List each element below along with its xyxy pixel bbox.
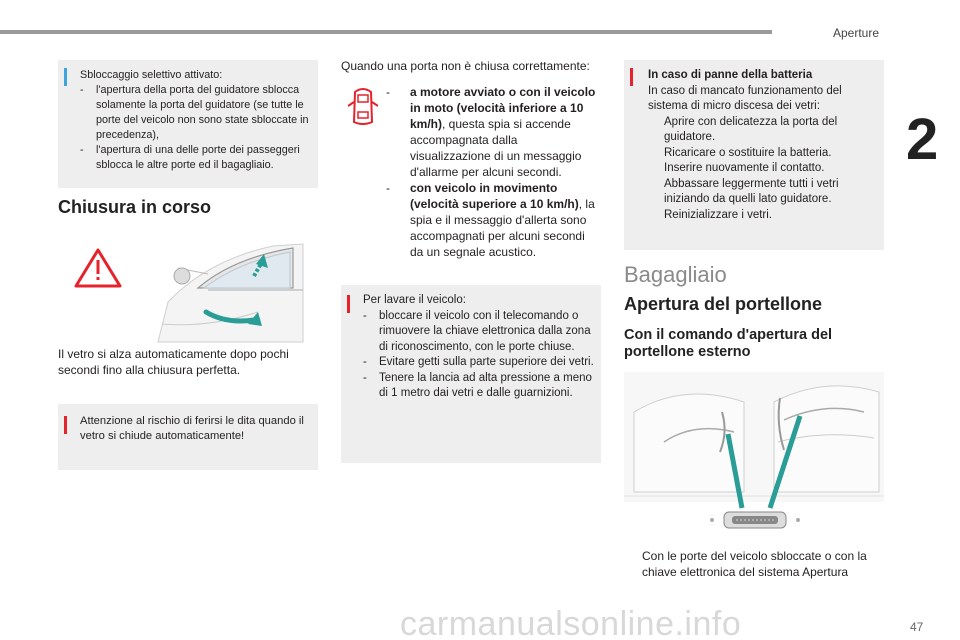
list-item: - bloccare il veicolo con il telecomando o rimuovere la chiave elettronica dalla zona di riconoscimento, con le porte chiuse. bbox=[363, 309, 591, 353]
section-title-bagagliaio: Bagagliaio bbox=[624, 262, 727, 287]
list-item: - Evitare getti sulla parte superiore dei vetri. bbox=[363, 356, 594, 368]
list-item: Reinizializzare i vetri. bbox=[664, 208, 773, 221]
warning-triangle-icon bbox=[76, 250, 120, 286]
window-closing-illustration bbox=[58, 232, 318, 344]
tailgate-handle-icon bbox=[710, 512, 800, 528]
battery-title: In caso di panne della batteria bbox=[648, 69, 813, 81]
watermark: carmanualsonline.info bbox=[400, 605, 742, 640]
warning-marker bbox=[630, 68, 633, 86]
list-item: - l'apertura di una delle porte dei passeggeri sblocca le altre porte ed il bagagliaio. bbox=[80, 144, 300, 171]
info-title: Sbloccaggio selettivo attivato: bbox=[80, 69, 223, 81]
wash-title: Per lavare il veicolo: bbox=[363, 294, 466, 306]
info-box-selective-unlock bbox=[58, 60, 318, 188]
list-item: - a motore avviato o con il veicolo in moto (velocità inferiore a 10 km/h), questa spia si accende accompagnata dalla visualizzazione di un messaggio d'allarme per alcuni secondi. bbox=[386, 85, 596, 179]
warning-box-battery bbox=[624, 60, 884, 250]
info-marker bbox=[64, 68, 67, 86]
warning-box-washing bbox=[341, 285, 601, 463]
body-text-auto-close: Il vetro si alza automaticamente dopo pochi secondi fino alla chiusura perfetta. bbox=[58, 347, 289, 377]
section-title: Aperture bbox=[833, 26, 880, 40]
list-item: - Tenere la lancia ad alta pressione a meno di 1 metro dai vetri e dalle guarnizioni. bbox=[363, 371, 592, 399]
list-item: Inserire nuovamente il contatto. bbox=[664, 162, 825, 174]
subheading-comando-esterno: Con il comando d'apertura del portellone esterno bbox=[624, 327, 833, 360]
door-open-warning-icon bbox=[348, 86, 378, 128]
tailgate-handle-illustration bbox=[624, 372, 884, 542]
heading-chiusura: Chiusura in corso bbox=[58, 197, 212, 217]
list-item: Ricaricare o sostituire la batteria. bbox=[664, 146, 832, 159]
list-item: - l'apertura della porta del guidatore sblocca solamente la porta del guidatore (se tutte le porte del veicolo non sono state sbloccate in precedenza), bbox=[80, 84, 309, 141]
list-item: - con veicolo in movimento (velocità superiore a 10 km/h), la spia e il messaggio d'allerta sono accompagnati per alcuni secondi da un segnale acustico. bbox=[386, 181, 595, 259]
warning-marker bbox=[347, 295, 350, 313]
warning-text: Attenzione al rischio di ferirsi le dita quando il vetro si chiude automaticamente! bbox=[80, 415, 304, 442]
battery-intro: In caso di mancato funzionamento del sistema di micro discesa dei vetri: bbox=[648, 84, 842, 112]
list-item: Aprire con delicatezza la porta del guidatore. bbox=[664, 115, 838, 143]
top-rule bbox=[0, 30, 772, 34]
warning-box-fingers bbox=[58, 404, 318, 470]
warning-marker bbox=[64, 416, 67, 434]
step-text: Con le porte del veicolo sbloccate o con la chiave elettronica del sistema Apertura bbox=[642, 549, 867, 579]
heading-apertura-portellone: Apertura del portellone bbox=[624, 294, 823, 314]
chapter-number: 2 bbox=[906, 107, 939, 172]
door-warning-list bbox=[386, 84, 596, 260]
list-item: Abbassare leggermente tutti i vetri iniziando da quelli lato guidatore. bbox=[664, 177, 839, 205]
intro-text-door: Quando una porta non è chiusa correttamente: bbox=[341, 59, 590, 73]
page-number: 47 bbox=[910, 620, 924, 634]
